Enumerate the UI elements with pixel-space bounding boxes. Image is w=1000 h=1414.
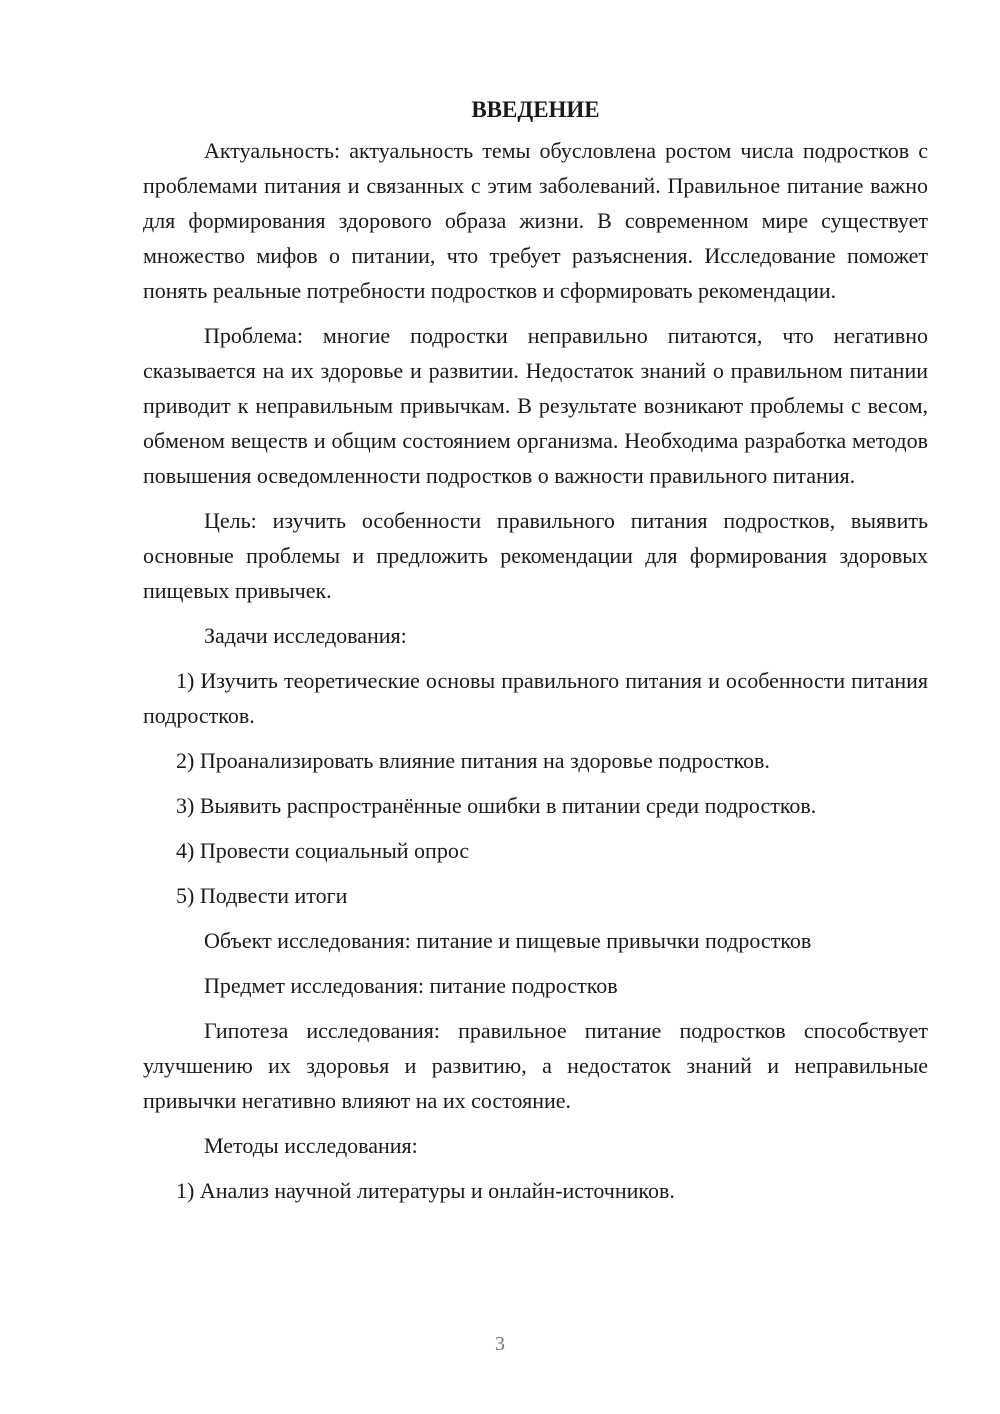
task-item: 5) Подвести итоги bbox=[176, 883, 348, 908]
task-item: 3) Выявить распространённые ошибки в питании среди подростков. bbox=[176, 793, 817, 818]
relevance-paragraph: Актуальность: актуальность темы обусловлена ростом числа подростков с проблемами питания и связанных с этим заболеваний. Правильное питание важно для формирования здорового образа жизни. В современном мире существует множество мифов о питании, что требует разъяснения. Исследование поможет понять реальные потребности подростков и сформировать рекомендации. bbox=[143, 138, 928, 303]
hypothesis-paragraph: Гипотеза исследования: правильное питание подростков способствует улучшению их здоровья и развитию, а недостаток знаний и неправильные привычки негативно влияют на их состояние. bbox=[143, 1018, 928, 1113]
section-title: ВВЕДЕНИЕ bbox=[471, 97, 600, 122]
goal-paragraph: Цель: изучить особенности правильного питания подростков, выявить основные проблемы и предложить рекомендации для формирования здоровых пищевых привычек. bbox=[143, 508, 928, 603]
task-item: 2) Проанализировать влияние питания на здоровье подростков. bbox=[176, 748, 770, 773]
page-number: 3 bbox=[495, 1333, 505, 1355]
method-item: 1) Анализ научной литературы и онлайн-источников. bbox=[176, 1178, 675, 1203]
task-item: 4) Провести социальный опрос bbox=[176, 838, 470, 863]
problem-paragraph: Проблема: многие подростки неправильно питаются, что негативно сказывается на их здоровье и развитии. Недостаток знаний о правильном питании приводит к неправильным привычкам. В результате возникают проблемы с весом, обменом веществ и общим состоянием организма. Необходима разработка методов повышения осведомленности подростков о важности правильного питания. bbox=[143, 323, 928, 488]
tasks-heading: Задачи исследования: bbox=[204, 623, 407, 648]
document-page bbox=[143, 92, 928, 1218]
research-object: Объект исследования: питание и пищевые привычки подростков bbox=[204, 928, 812, 953]
methods-heading: Методы исследования: bbox=[204, 1133, 418, 1158]
task-item: 1) Изучить теоретические основы правильного питания и особенности питания подростков. bbox=[143, 668, 928, 728]
research-subject: Предмет исследования: питание подростков bbox=[204, 973, 618, 998]
